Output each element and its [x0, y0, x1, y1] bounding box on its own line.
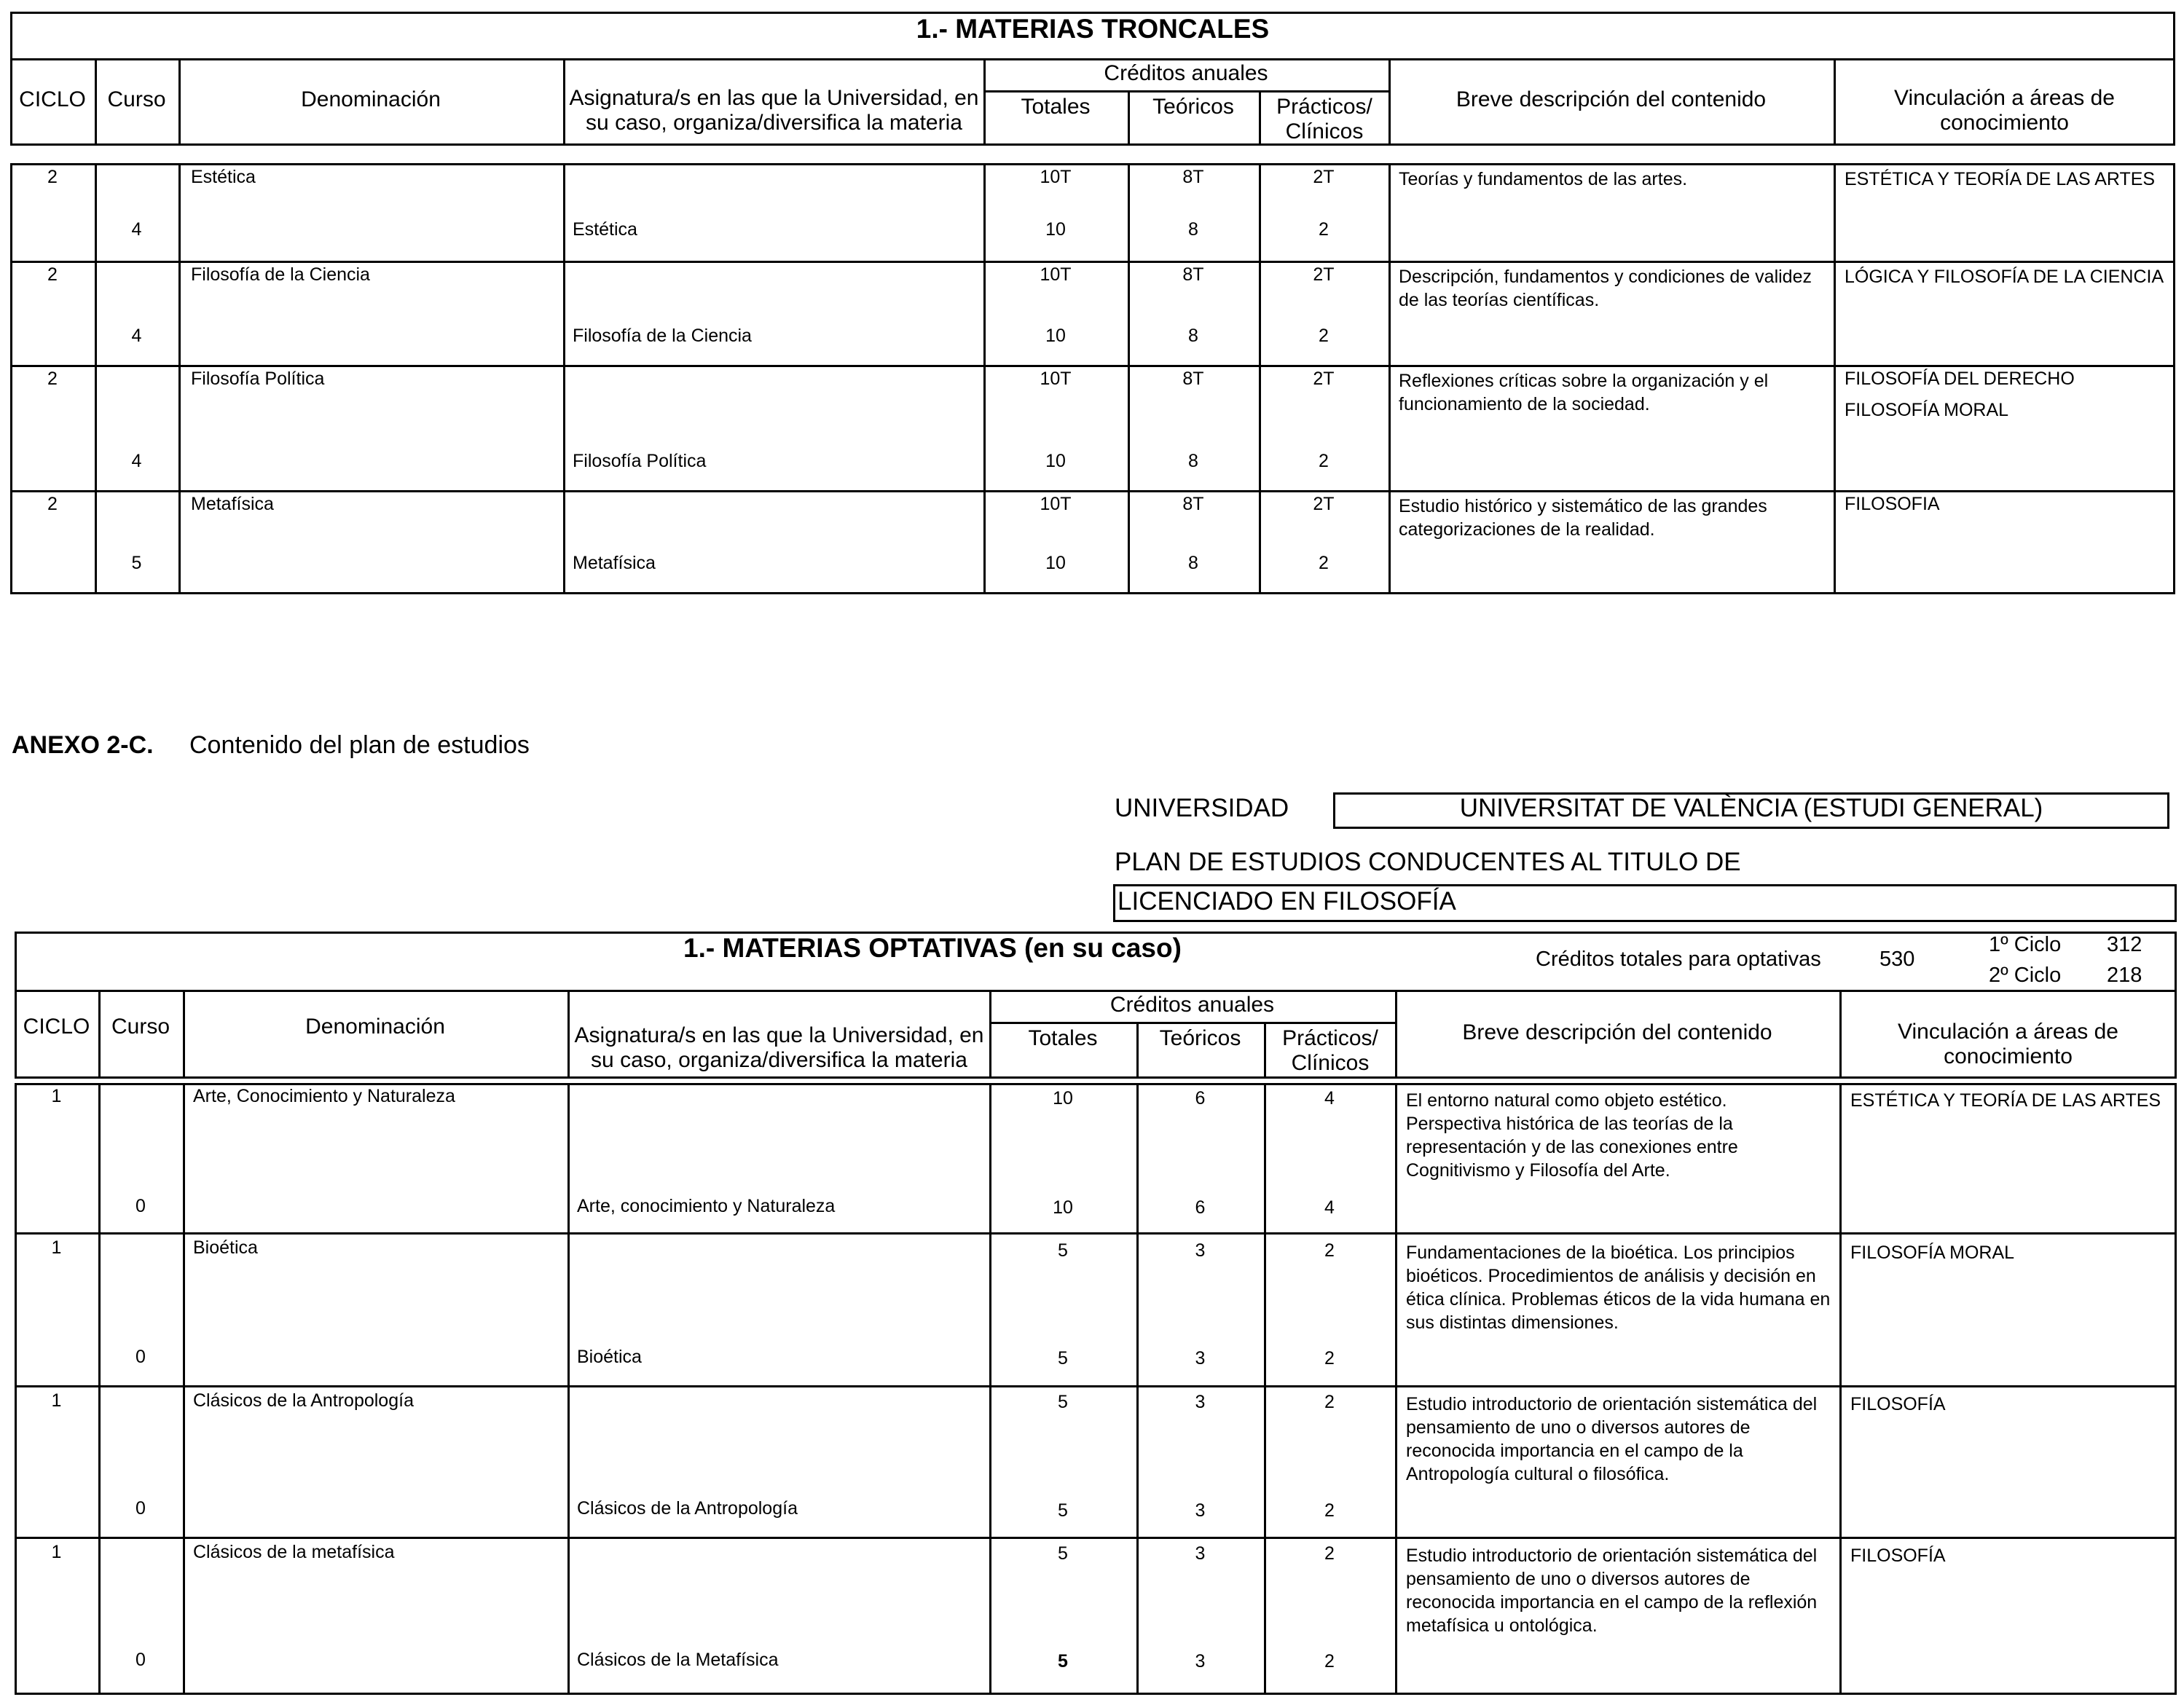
practicos-value: 2	[1324, 1651, 1335, 1671]
troncales-col-creditos: Créditos anuales	[1104, 61, 1268, 85]
practicos-top-value: 2T	[1313, 494, 1335, 514]
troncales-col-teoricos: Teóricos	[1152, 95, 1234, 119]
denominacion-value: Filosofía Política	[191, 369, 325, 389]
vinculacion-value: FILOSOFÍA MORAL	[1850, 1243, 2015, 1263]
asignatura-value: Metafísica	[573, 553, 656, 573]
ciclo-value: 2	[47, 264, 58, 285]
optativas-col-teoricos: Teóricos	[1159, 1026, 1241, 1050]
optativas-title: 1.- MATERIAS OPTATIVAS (en su caso)	[683, 933, 1182, 963]
asignatura-value: Bioética	[577, 1347, 642, 1367]
optativas-ciclo1-label: 1º Ciclo	[1989, 933, 2062, 956]
totales-top-value: 5	[1058, 1543, 1068, 1564]
ciclo-value: 2	[47, 494, 58, 514]
denominacion-value: Arte, Conocimiento y Naturaleza	[193, 1086, 455, 1106]
anexo-text: Contenido del plan de estudios	[189, 731, 530, 759]
troncales-col-descripcion: Breve descripción del contenido	[1456, 87, 1767, 111]
totales-value: 10	[1045, 451, 1066, 471]
universidad-label: UNIVERSIDAD	[1115, 794, 1289, 822]
practicos-top-value: 2T	[1313, 369, 1335, 389]
optativas-col-denominacion: Denominación	[305, 1015, 445, 1039]
optativas-col-ciclo: CICLO	[23, 1015, 90, 1039]
curso-value: 4	[131, 451, 142, 471]
optativas-col-descripcion: Breve descripción del contenido	[1462, 1020, 1772, 1044]
optativas-ciclo1-value: 312	[2107, 933, 2142, 956]
totales-value: 5	[1058, 1651, 1068, 1671]
curso-value: 5	[131, 553, 142, 573]
optativas-ciclo2-label: 2º Ciclo	[1989, 964, 2062, 987]
totales-value: 5	[1058, 1348, 1068, 1369]
descripcion-value: Estudio introductorio de orientación sistemática del pensamiento de uno o diversos autores de reconocida importancia en el campo de la reflexión metafísica u ontológica.	[1406, 1545, 1818, 1636]
denominacion-value: Clásicos de la metafísica	[193, 1542, 395, 1562]
practicos-top-value: 2	[1324, 1543, 1335, 1564]
totales-value: 10	[1045, 219, 1066, 240]
denominacion-value: Clásicos de la Antropología	[193, 1390, 414, 1411]
optativas-title-divider	[15, 990, 2177, 992]
troncales-title-divider	[10, 58, 2175, 60]
curso-value: 0	[135, 1498, 146, 1519]
teoricos-top-value: 8T	[1182, 264, 1204, 285]
ciclo-value: 1	[51, 1086, 62, 1106]
optativas-col-practicos: Prácticos/ Clínicos	[1282, 1026, 1378, 1075]
troncales-col-ciclo: CICLO	[19, 87, 86, 111]
teoricos-value: 8	[1188, 326, 1198, 346]
teoricos-value: 8	[1188, 219, 1198, 240]
anexo-label: ANEXO 2-C.	[12, 731, 154, 759]
vinculacion-value: ESTÉTICA Y TEORÍA DE LAS ARTES	[1850, 1090, 2161, 1111]
practicos-top-value: 2	[1324, 1240, 1335, 1261]
troncales-col-vinculacion: Vinculación a áreas de conocimiento	[1894, 86, 2115, 135]
descripcion-value: Descripción, fundamentos y condiciones de validez de las teorías científicas.	[1399, 267, 1812, 310]
practicos-value: 2	[1324, 1348, 1335, 1369]
asignatura-value: Arte, conocimiento y Naturaleza	[577, 1196, 836, 1216]
optativas-col-creditos: Créditos anuales	[1109, 993, 1275, 1017]
teoricos-value: 8	[1188, 553, 1198, 573]
teoricos-value: 3	[1195, 1651, 1206, 1671]
troncales-col-totales: Totales	[1021, 95, 1091, 119]
vinculacion-value: LÓGICA Y FILOSOFÍA DE LA CIENCIA	[1845, 267, 2164, 287]
teoricos-top-value: 6	[1195, 1088, 1206, 1109]
descripcion-value: Estudio histórico y sistemático de las grandes categorizaciones de la realidad.	[1399, 496, 1767, 540]
vinculacion-value: FILOSOFÍA	[1850, 1545, 1946, 1566]
troncales-col-curso: Curso	[107, 87, 166, 111]
denominacion-value: Metafísica	[191, 494, 274, 514]
totales-top-value: 10T	[1040, 264, 1072, 285]
vinculacion-value: FILOSOFÍA MORAL	[1845, 400, 2009, 420]
asignatura-value: Filosofía Política	[573, 451, 707, 471]
ciclo-value: 1	[51, 1237, 62, 1258]
ciclo-value: 2	[47, 369, 58, 389]
descripcion-value: Fundamentaciones de la bioética. Los principios bioéticos. Procedimientos de análisis y decisión en ética clínica. Problemas éticos de la vida humana en sus distintas dimensiones.	[1406, 1243, 1831, 1333]
ciclo-value: 1	[51, 1542, 62, 1562]
ciclo-value: 2	[47, 167, 58, 187]
practicos-value: 4	[1324, 1197, 1335, 1218]
practicos-top-value: 2T	[1313, 264, 1335, 285]
practicos-value: 2	[1324, 1500, 1335, 1521]
denominacion-value: Bioética	[193, 1237, 258, 1258]
vinculacion-value: FILOSOFÍA DEL DERECHO	[1845, 369, 2075, 389]
asignatura-value: Estética	[573, 219, 637, 240]
troncales-col-practicos: Prácticos/ Clínicos	[1276, 95, 1372, 143]
vinculacion-value: FILOSOFIA	[1845, 494, 1940, 514]
teoricos-value: 3	[1195, 1348, 1206, 1369]
totales-value: 5	[1058, 1500, 1068, 1521]
practicos-top-value: 2T	[1313, 167, 1335, 187]
curso-value: 0	[135, 1196, 146, 1216]
ciclo-value: 1	[51, 1390, 62, 1411]
totales-top-value: 5	[1058, 1240, 1068, 1261]
teoricos-top-value: 3	[1195, 1543, 1206, 1564]
troncales-title: 1.- MATERIAS TRONCALES	[916, 14, 1270, 44]
teoricos-value: 3	[1195, 1500, 1206, 1521]
denominacion-value: Filosofía de la Ciencia	[191, 264, 370, 285]
denominacion-value: Estética	[191, 167, 256, 187]
optativas-body-frame	[15, 1083, 2177, 1695]
troncales-col-denominacion: Denominación	[301, 87, 441, 111]
descripcion-value: El entorno natural como objeto estético. Perspectiva histórica de las teorías de la representación y de las conexiones entre Cognitivismo y Filosofía del Arte.	[1406, 1090, 1738, 1181]
totales-top-value: 10T	[1040, 494, 1072, 514]
universidad-value: UNIVERSITAT DE VALÈNCIA (ESTUDI GENERAL)	[1459, 794, 2043, 822]
optativas-col-curso: Curso	[111, 1015, 170, 1039]
optativas-creditos-label: Créditos totales para optativas	[1536, 948, 1821, 971]
curso-value: 0	[135, 1347, 146, 1367]
asignatura-value: Filosofía de la Ciencia	[573, 326, 752, 346]
practicos-value: 2	[1319, 451, 1329, 471]
practicos-value: 2	[1319, 219, 1329, 240]
plan-value: LICENCIADO EN FILOSOFÍA	[1117, 887, 1456, 915]
teoricos-value: 6	[1195, 1197, 1206, 1218]
practicos-value: 2	[1319, 326, 1329, 346]
descripcion-value: Estudio introductorio de orientación sistemática del pensamiento de uno o diversos autores de reconocida importancia en el campo de la Antropología cultural o filosófica.	[1406, 1394, 1818, 1484]
optativas-col-totales: Totales	[1028, 1026, 1098, 1050]
teoricos-top-value: 3	[1195, 1392, 1206, 1412]
optativas-col-asignatura: Asignatura/s en las que la Universidad, en su caso, organiza/diversifica la materia	[574, 1023, 984, 1072]
practicos-top-value: 2	[1324, 1392, 1335, 1412]
teoricos-top-value: 8T	[1182, 167, 1204, 187]
asignatura-value: Clásicos de la Metafísica	[577, 1650, 779, 1670]
totales-value: 10	[1053, 1197, 1073, 1218]
plan-label: PLAN DE ESTUDIOS CONDUCENTES AL TITULO DE	[1115, 848, 1741, 876]
descripcion-value: Reflexiones críticas sobre la organización y el funcionamiento de la sociedad.	[1399, 371, 1769, 414]
curso-value: 4	[131, 326, 142, 346]
curso-value: 4	[131, 219, 142, 240]
vinculacion-value: FILOSOFÍA	[1850, 1394, 1946, 1414]
teoricos-top-value: 8T	[1182, 369, 1204, 389]
vinculacion-value: ESTÉTICA Y TEORÍA DE LAS ARTES	[1845, 169, 2156, 189]
totales-top-value: 5	[1058, 1392, 1068, 1412]
practicos-value: 2	[1319, 553, 1329, 573]
totales-top-value: 10T	[1040, 369, 1072, 389]
troncales-col-asignatura: Asignatura/s en las que la Universidad, en su caso, organiza/diversifica la materia	[569, 86, 979, 135]
totales-top-value: 10T	[1040, 167, 1072, 187]
totales-value: 10	[1045, 326, 1066, 346]
teoricos-top-value: 3	[1195, 1240, 1206, 1261]
optativas-ciclo2-value: 218	[2107, 964, 2142, 987]
totales-value: 10	[1045, 553, 1066, 573]
practicos-top-value: 4	[1324, 1088, 1335, 1109]
optativas-creditos-total: 530	[1879, 948, 1915, 971]
descripcion-value: Teorías y fundamentos de las artes.	[1399, 169, 1688, 189]
totales-top-value: 10	[1053, 1088, 1073, 1109]
teoricos-value: 8	[1188, 451, 1198, 471]
teoricos-top-value: 8T	[1182, 494, 1204, 514]
curso-value: 0	[135, 1650, 146, 1670]
asignatura-value: Clásicos de la Antropología	[577, 1498, 798, 1519]
optativas-col-vinculacion: Vinculación a áreas de conocimiento	[1898, 1020, 2118, 1068]
